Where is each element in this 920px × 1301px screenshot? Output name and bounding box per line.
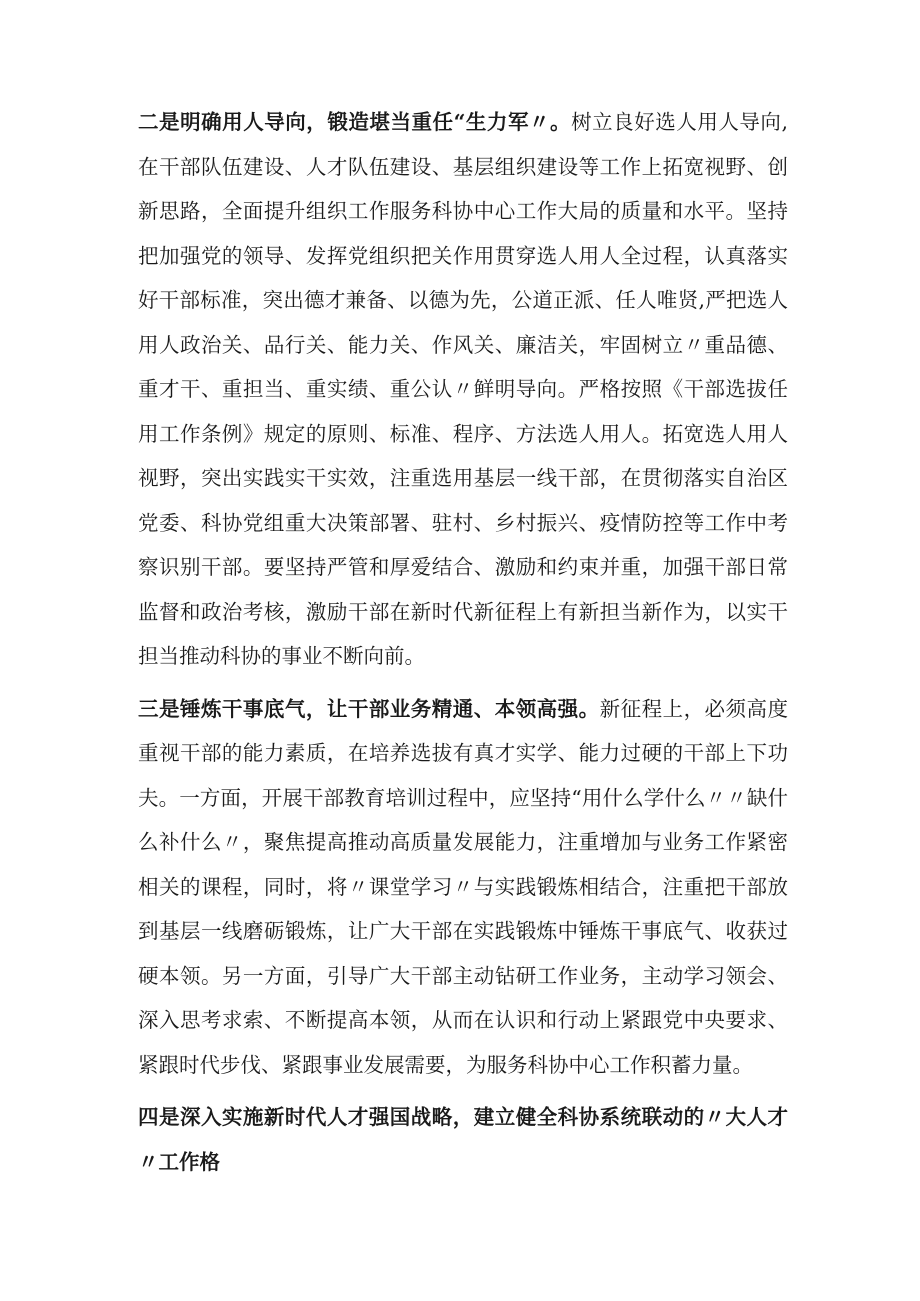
paragraph-2-heading: 二是明确用人导向，锻造堪当重任“生力军〃。	[138, 110, 572, 134]
paragraph-3-body: 新征程上，必须高度重视干部的能力素质，在培养选拔有真才实学、能力过硬的干部上下功夫。一方面，开展干部教育培训过程中，应坚持“用什么学什么〃〃缺什么补什么〃，聚焦提高推动高质量发展能力，注重增加与业务工作紧密相关的课程，同时，将〃课堂学习〃与实践锻炼相结合，注重把干部放到基层一线磨砺锻炼，让广大干部在实践锻炼中锤炼干事底气、收获过硬本领。另一方面，引导广大干部主动钻研工作业务，主动学习领会、深入思考求索、不断提高本领，从而在认识和行动上紧跟党中央要求、紧跟时代步伐、紧跟事业发展需要，为服务科协中心工作积蓄力量。	[138, 696, 789, 1077]
document-page	[138, 100, 788, 1192]
paragraph-2-body: 树立良好选人用人导向,在干部队伍建设、人才队伍建设、基层组织建设等工作上拓宽视野、创新思路，全面提升组织工作服务科协中心工作大局的质量和水平。坚持把加强党的领导、发挥党组织把关作用贯穿选人用人全过程，认真落实好干部标准，突出德才兼备、以德为先，公道正派、任人唯贤,严把选人用人政治关、品行关、能力关、作风关、廉洁关，牢固树立〃重品德、重才干、重担当、重实绩、重公认〃鲜明导向。严格按照《干部选拔任用工作条例》规定的原则、标准、程序、方法选人用人。拓宽选人用人视野，突出实践实干实效，注重选用基层一线干部，在贯彻落实自治区党委、科协党组重大决策部署、驻村、乡村振兴、疫情防控等工作中考察识别干部。要坚持严管和厚爱结合、激励和约束并重，加强干部日常监督和政治考核，激励干部在新时代新征程上有新担当新作为，以实干担当推动科协的事业不断向前。	[138, 110, 788, 668]
paragraph-3-heading: 三是锤炼干事底气，让干部业务精通、本领高强。	[138, 696, 600, 721]
paragraph-4-heading: 四是深入实施新时代人才强国战略，建立健全科协系统联动的〃大人才〃工作格	[138, 1105, 788, 1174]
paragraph-3	[138, 687, 788, 1088]
paragraph-4	[138, 1095, 788, 1184]
paragraph-2	[138, 100, 788, 679]
